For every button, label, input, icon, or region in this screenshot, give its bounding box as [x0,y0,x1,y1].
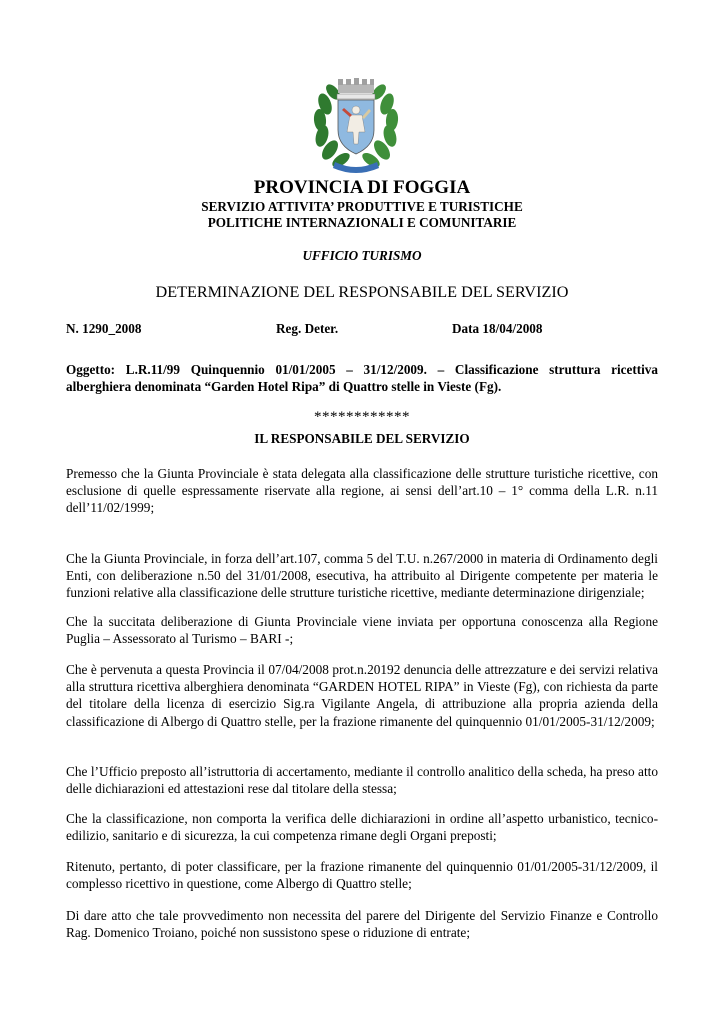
body-paragraph: Premesso che la Giunta Provinciale è stata delegata alla classificazione delle strutture turistiche ricettive, con esclusione di quelle espressamente riservate alla regione, ai sensi dell’art.10 – 1° comma della L.R. n.11 dell’11/02/1999; [66,466,658,516]
subject-paragraph: Oggetto: L.R.11/99 Quinquennio 01/01/2005 – 31/12/2009. – Classificazione struttura ricettiva alberghiera denominata “Garden Hotel Ripa” di Quattro stelle in Vieste (Fg). [66,362,658,394]
body-paragraph: Che la Giunta Provinciale, in forza dell’art.107, comma 5 del T.U. n.267/2000 in materia di Ordinamento degli Enti, con deliberazione n.50 del 31/01/2008, esecutiva, ha attribuito al Dirigente competente per materia le funzioni relative alla classificazione delle strutture turistiche ricettive, mediante determinazione dirigenziale; [66,551,658,601]
service-subtitle-2: POLITICHE INTERNAZIONALI E COMUNITARIE [207,215,517,230]
document-type-title: DETERMINAZIONE DEL RESPONSABILE DEL SERVIZIO [155,283,569,301]
province-crest-icon [311,74,401,176]
register-label: Reg. Deter. [276,321,339,336]
body-paragraph: Che è pervenuta a questa Provincia il 07/04/2008 prot.n.20192 denuncia delle attrezzature e dei servizi relativa alla struttura ricettiva alberghiera denominata “GARDEN HOTEL RIPA” in Vieste (Fg), con richiesta da parte del titolare della licenza di esercizio Sig.ra Vigilante Angela, di attribuzione alla propria azienda della classificazione di Albergo di Quattro stelle, per la frazione rimanente del quinquennio 01/01/2005-31/12/2009; [66,662,658,729]
body-paragraph: Ritenuto, pertanto, di poter classificare, per la frazione rimanente del quinquennio 01/01/2005-31/12/2009, il complesso ricettivo in questione, come Albergo di Quattro stelle; [66,859,658,892]
service-subtitle: SERVIZIO ATTIVITA’ PRODUTTIVE E TURISTICHE [201,199,523,214]
office-name: UFFICIO TURISMO [302,248,422,263]
body-paragraph: Di dare atto che tale provvedimento non necessita del parere del Dirigente del Servizio Finanze e Controllo Rag. Domenico Troiano, poiché non sussistono spese o riduzione di entrate; [66,908,658,941]
determination-date: Data 18/04/2008 [452,321,543,336]
province-title: PROVINCIA DI FOGGIA [253,177,471,198]
body-paragraph: Che la succitata deliberazione di Giunta Provinciale viene inviata per opportuna conoscenza alla Regione Puglia – Assessorato al Turismo – BARI -; [66,614,658,647]
responsible-heading: IL RESPONSABILE DEL SERVIZIO [254,431,470,446]
body-paragraph: Che la classificazione, non comporta la verifica delle dichiarazioni in ordine all’aspetto urbanistico, tecnico-edilizio, sanitario e di sicurezza, la cui competenza rimane degli Organi preposti; [66,811,658,844]
body-paragraph: Che l’Ufficio preposto all’istruttoria di accertamento, mediante il controllo analitico della scheda, ha preso atto delle dichiarazioni ed attestazioni rese dal titolare della stessa; [66,764,658,797]
separator-stars: ************ [314,409,410,425]
determination-number: N. 1290_2008 [66,321,142,336]
